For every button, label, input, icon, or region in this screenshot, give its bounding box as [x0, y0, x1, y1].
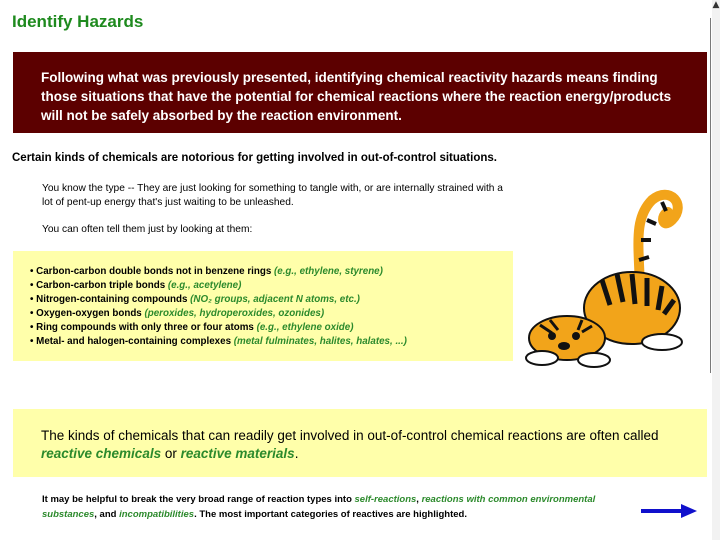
intro-banner-text: Following what was previously presented, identifying chemical reactivity hazards means finding those situations that have the potential for chemical reactions where the reaction energy/products will not be safely absorbed by the reaction environment. — [41, 70, 672, 123]
link-environmental-reactions[interactable]: reactions with common environmental substances — [42, 494, 596, 520]
tiger-illustration — [522, 180, 692, 370]
link-self-reactions[interactable]: self-reactions — [354, 494, 417, 505]
divider-line — [710, 18, 711, 373]
tiger-paw — [642, 334, 682, 350]
tiger-eye — [572, 332, 580, 340]
tiger-eye — [548, 332, 556, 340]
list-item-example: (peroxides, hydroperoxides, ozonides) — [144, 308, 325, 319]
callout-text: The kinds of chemicals that can readily get involved in out-of-control chemical reactions are often called reactive chemicals or reactive materials. — [41, 428, 659, 461]
paragraph-1: You know the type -- They are just looking for something to tangle with, or are internally strained with a lot of pent-up energy that's just waiting to be unleashed. — [42, 183, 503, 208]
list-item-example: (e.g., ethylene, styrene) — [274, 266, 383, 277]
tiger-nose — [558, 342, 570, 350]
list-item-example: (e.g., ethylene oxide) — [256, 322, 354, 333]
list-item-example: (metal fulminates, halites, halates, ...) — [233, 336, 407, 347]
scrollbar[interactable] — [712, 0, 720, 540]
list-item-example: (NO₂ groups, adjacent N atoms, etc.) — [190, 294, 360, 305]
list-item: • Carbon-carbon triple bonds (e.g., acetylene) — [30, 280, 242, 291]
term-reactive-chemicals: reactive chemicals — [41, 446, 162, 461]
list-item: • Ring compounds with only three or four atoms (e.g., ethylene oxide) — [30, 322, 354, 333]
callout-box — [13, 409, 707, 477]
link-incompatibilities[interactable]: incompatibilities — [119, 509, 195, 520]
list-item: • Oxygen-oxygen bonds (peroxides, hydroperoxides, ozonides) — [30, 308, 325, 319]
arrow-right-icon[interactable] — [639, 503, 699, 519]
page-title: Identify Hazards — [12, 12, 144, 31]
tiger-paw — [578, 353, 610, 367]
intro-banner — [13, 52, 707, 133]
bottom-text: It may be helpful to break the very broad range of reaction types into self-reactions, reactions with common environmental substances, and incompatibilities. The most important categories of reactives are highlighted. — [42, 494, 596, 520]
list-item: • Carbon-carbon double bonds not in benzene rings (e.g., ethylene, styrene) — [30, 266, 383, 277]
scroll-up-icon[interactable]: ▲ — [712, 0, 720, 10]
bond-list — [30, 265, 407, 349]
term-reactive-materials: reactive materials — [180, 446, 295, 461]
lead-text: Certain kinds of chemicals are notorious for getting involved in out-of-control situations. — [12, 152, 497, 164]
list-item-example: (e.g., acetylene) — [167, 280, 242, 291]
bond-list-box — [13, 251, 513, 361]
tiger-paw — [526, 351, 558, 365]
list-item: • Nitrogen-containing compounds (NO₂ groups, adjacent N atoms, etc.) — [30, 294, 360, 305]
list-item: • Metal- and halogen-containing complexes (metal fulminates, halites, halates, ...) — [30, 336, 407, 347]
paragraph-2: You can often tell them just by looking at them: — [42, 224, 253, 235]
